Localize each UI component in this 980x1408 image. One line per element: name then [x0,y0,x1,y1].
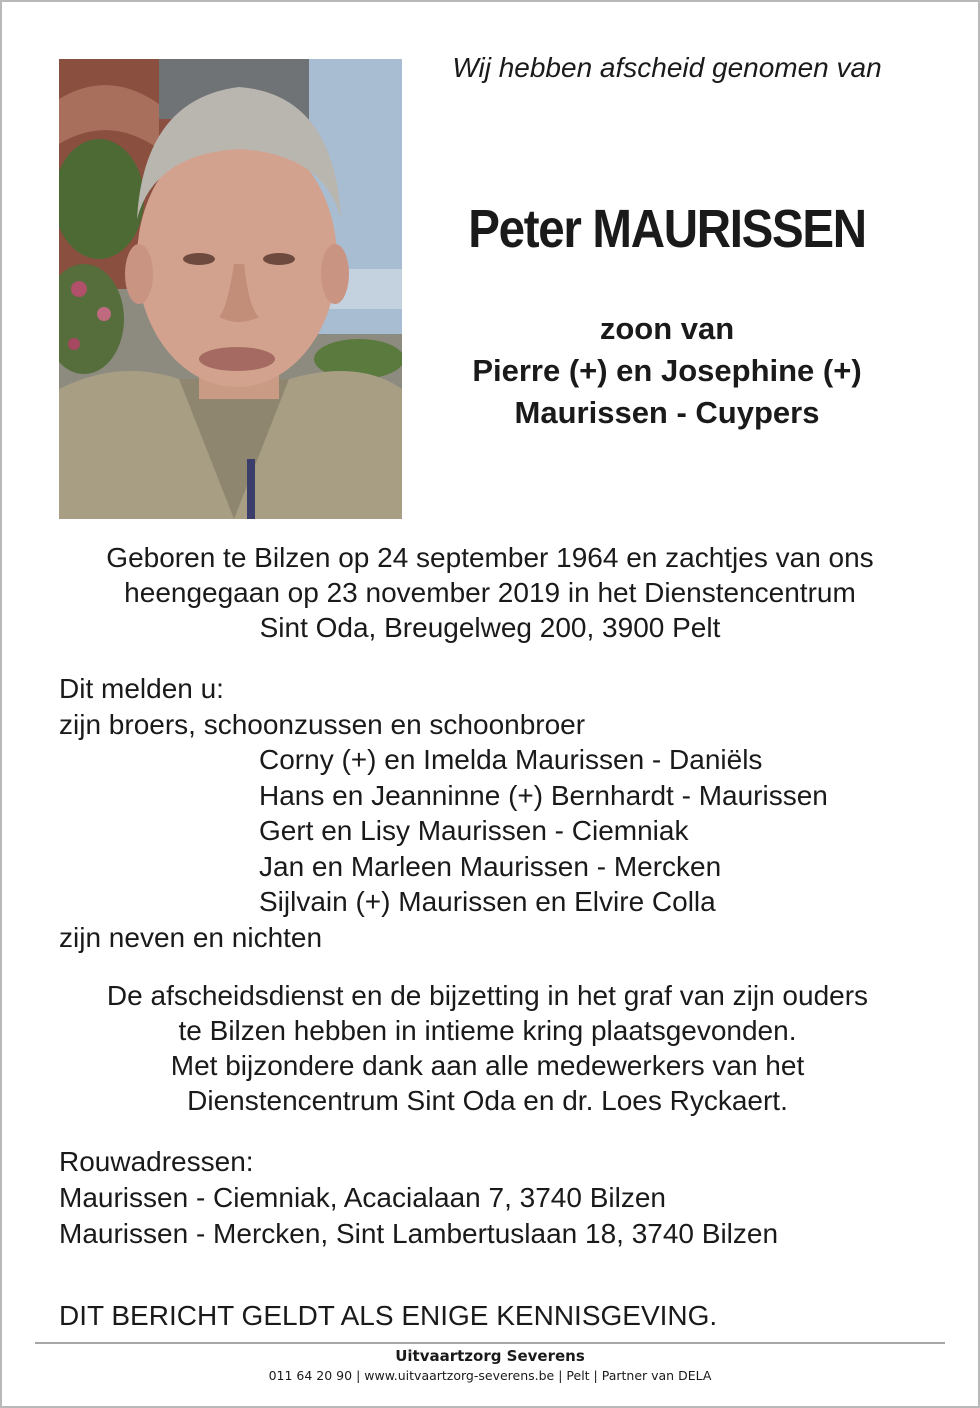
condolence-addresses [59,1144,939,1252]
intro-text: Wij hebben afscheid genomen van [452,52,882,83]
service-paragraph [40,978,935,1118]
parents-line: zoon van [599,311,735,346]
funeral-home-contact: 011 64 20 90 | www.uitvaartzorg-severens.be | Pelt | Partner van DELA [268,1368,712,1383]
portrait-photo [59,59,402,519]
address-line: Maurissen - Mercken, Sint Lambertuslaan 18, 3740 Bilzen [59,1218,779,1249]
parents-line: Maurissen - Cuypers [514,395,820,430]
parents-line: Pierre (+) en Josephine (+) [472,353,862,388]
sibling-entry: Hans en Jeanninne (+) Bernhardt - Maurissen [259,779,828,811]
sibling-entry: Gert en Lisy Maurissen - Ciemniak [259,815,689,846]
birth-death-paragraph [40,540,940,645]
notice-text: DIT BERICHT GELDT ALS ENIGE KENNISGEVING. [59,1300,718,1331]
addresses-heading: Rouwadressen: [59,1146,254,1177]
other-relatives: zijn neven en nichten [59,921,323,953]
text-line: te Bilzen hebben in intieme kring plaatsgevonden. [178,1015,797,1046]
text-line: Sint Oda, Breugelweg 200, 3900 Pelt [259,612,721,643]
siblings-label: zijn broers, schoonzussen en schoonbroer [59,708,586,740]
parents-block [412,308,922,434]
announcement-heading: Dit melden u: [59,673,224,704]
family-announcement [59,671,939,955]
address-line: Maurissen - Ciemniak, Acacialaan 7, 3740 Bilzen [59,1182,666,1213]
sibling-entry: Sijlvain (+) Maurissen en Elvire Colla [259,886,716,917]
text-line: De afscheidsdienst en de bijzetting in het graf van zijn ouders [106,980,869,1011]
footer-divider [35,1342,945,1344]
deceased-name: Peter MAURISSEN [468,199,866,259]
text-line: Geboren te Bilzen op 24 september 1964 en zachtjes van ons [106,542,874,573]
text-line: Dienstencentrum Sint Oda en dr. Loes Ryckaert. [187,1085,788,1116]
sibling-entry: Jan en Marleen Maurissen - Mercken [259,850,722,882]
funeral-home-name: Uitvaartzorg Severens [395,1347,585,1365]
sibling-entry: Corny (+) en Imelda Maurissen - Daniëls [259,744,763,775]
text-line: heengegaan op 23 november 2019 in het Dienstencentrum [124,577,856,608]
text-line: Met bijzondere dank aan alle medewerkers van het [170,1050,805,1081]
